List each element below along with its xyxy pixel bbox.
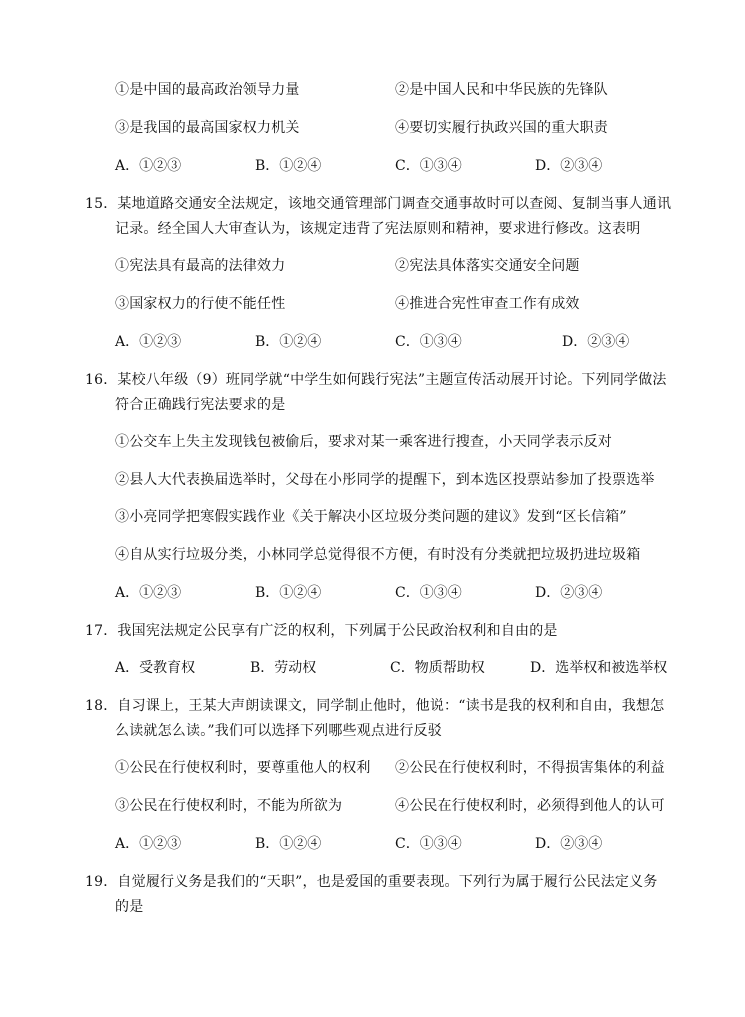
q16-option-a[interactable]: A．①②③ [115,585,182,601]
q15-statement-2: ②宪法具体落实交通安全问题 [395,258,580,274]
q17-option-b[interactable]: B．劳动权 [250,660,317,676]
q16-option-c[interactable]: C．①③④ [395,585,462,601]
q15-statement-4: ④推进合宪性审查工作有成效 [395,296,580,312]
q16-statement-1: ①公交车上失主发现钱包被偷后，要求对某一乘客进行搜查，小天同学表示反对 [115,434,612,450]
q18-option-d[interactable]: D．②③④ [535,836,603,852]
q18-option-b[interactable]: B．①②④ [255,836,322,852]
q18-option-a[interactable]: A．①②③ [115,836,182,852]
q18-stem-line-2: 么读就怎么读。”我们可以选择下列哪些观点进行反驳 [115,723,442,739]
q17-stem-line-1: 17．我国宪法规定公民享有广泛的权利，下列属于公民政治权利和自由的是 [85,623,558,639]
q14-option-a[interactable]: A．①②③ [115,158,182,174]
q14-option-c[interactable]: C．①③④ [395,158,462,174]
q16-stem-line-2: 符合正确践行宪法要求的是 [115,397,286,413]
q14-statement-1: ①是中国的最高政治领导力量 [115,82,300,98]
q15-statement-3: ③国家权力的行使不能任性 [115,296,286,312]
q19-stem-line-1: 19．自觉履行义务是我们的“天职”，也是爱国的重要表现。下列行为属于履行公民法定义务 [85,874,658,890]
q18-statement-4: ④公民在行使权利时，必须得到他人的认可 [395,798,665,814]
q14-statement-3: ③是我国的最高国家权力机关 [115,120,300,136]
q18-option-c[interactable]: C．①③④ [395,836,462,852]
q14-option-d[interactable]: D．②③④ [535,158,603,174]
q16-option-d[interactable]: D．②③④ [535,585,603,601]
q15-option-b[interactable]: B．①②④ [255,334,322,350]
q15-stem-line-2: 记录。经全国人大审查认为，该规定违背了宪法原则和精神，要求进行修改。这表明 [115,221,641,237]
q16-statement-3: ③小亮同学把寒假实践作业《关于解决小区垃圾分类问题的建议》发到“区长信箱” [115,509,627,525]
q17-option-a[interactable]: A．受教育权 [115,660,196,676]
q15-option-c[interactable]: C．①③④ [395,334,462,350]
q18-stem-line-1: 18．自习课上，王某大声朗读课文，同学制止他时，他说：“读书是我的权利和自由，我想怎 [85,698,665,714]
q14-statement-2: ②是中国人民和中华民族的先锋队 [395,82,608,98]
q19-stem-line-2: 的是 [115,899,144,915]
q17-option-c[interactable]: C．物质帮助权 [390,660,485,676]
q18-statement-3: ③公民在行使权利时，不能为所欲为 [115,798,343,814]
q15-stem-line-1: 15．某地道路交通安全法规定，该地交通管理部门调查交通事故时可以查阅、复制当事人通讯 [85,196,672,212]
q18-statement-2: ②公民在行使权利时，不得损害集体的利益 [395,760,665,776]
q17-option-d[interactable]: D．选举权和被选举权 [530,660,668,676]
q14-option-b[interactable]: B．①②④ [255,158,322,174]
q18-statement-1: ①公民在行使权利时，要尊重他人的权利 [115,760,371,776]
q16-stem-line-1: 16．某校八年级（9）班同学就“中学生如何践行宪法”主题宣传活动展开讨论。下列同学做法 [85,372,667,388]
q16-option-b[interactable]: B．①②④ [255,585,322,601]
q15-statement-1: ①宪法具有最高的法律效力 [115,258,286,274]
q14-statement-4: ④要切实履行执政兴国的重大职责 [395,120,608,136]
q16-statement-2: ②县人大代表换届选举时，父母在小彤同学的提醒下，到本选区投票站参加了投票选举 [115,472,655,488]
q15-option-a[interactable]: A．①②③ [115,334,182,350]
q16-statement-4: ④自从实行垃圾分类，小林同学总觉得很不方便，有时没有分类就把垃圾扔进垃圾箱 [115,547,641,563]
q15-option-d[interactable]: D．②③④ [562,334,630,350]
